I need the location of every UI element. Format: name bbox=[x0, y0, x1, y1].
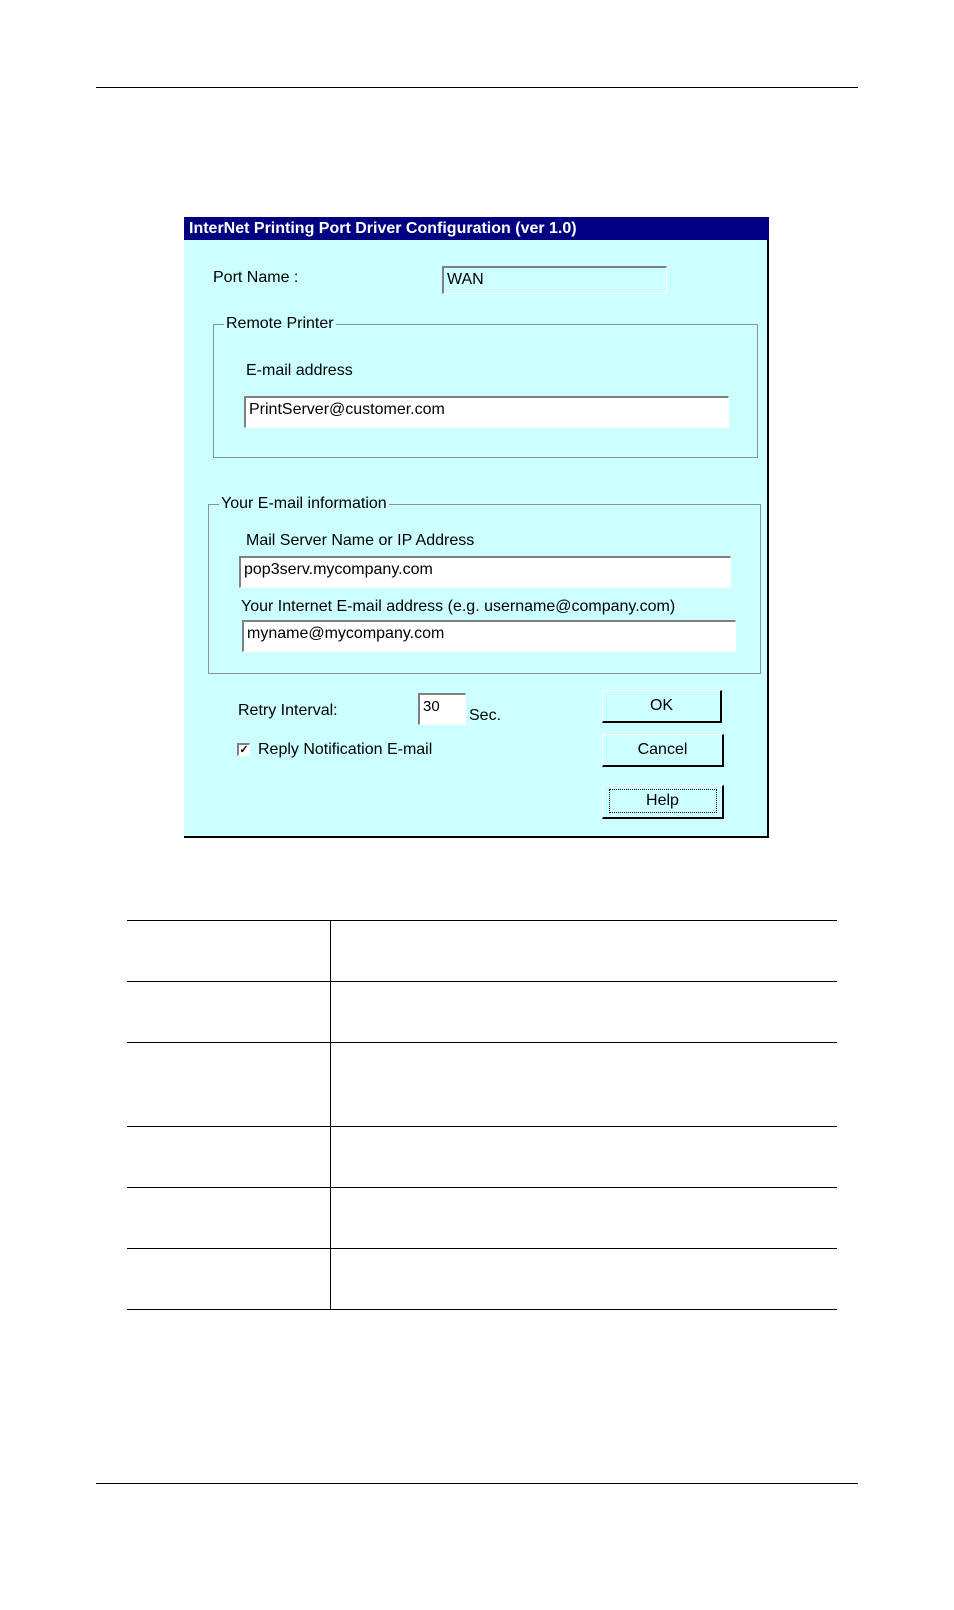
your-email-input[interactable]: myname@mycompany.com bbox=[242, 620, 736, 652]
table-cell bbox=[331, 921, 838, 982]
table-cell bbox=[331, 1043, 838, 1127]
table-row bbox=[127, 1127, 837, 1188]
dialog-title: InterNet Printing Port Driver Configuration (ver 1.0) bbox=[184, 217, 769, 240]
your-email-legend: Your E-mail information bbox=[221, 495, 387, 512]
port-config-dialog bbox=[184, 217, 769, 838]
table-row bbox=[127, 982, 837, 1043]
table-row bbox=[127, 1249, 837, 1310]
footer-rule bbox=[96, 1483, 858, 1484]
description-table bbox=[127, 920, 837, 1310]
retry-unit-label: Sec. bbox=[469, 707, 502, 724]
table-cell bbox=[331, 1249, 838, 1310]
mail-server-input[interactable]: pop3serv.mycompany.com bbox=[239, 556, 731, 588]
cancel-button[interactable]: Cancel bbox=[602, 734, 724, 767]
ok-button[interactable]: OK bbox=[602, 690, 722, 723]
mail-server-label: Mail Server Name or IP Address bbox=[246, 532, 475, 549]
check-mark-icon: ✓ bbox=[239, 744, 249, 756]
table-cell bbox=[127, 1188, 331, 1249]
table-cell bbox=[127, 982, 331, 1043]
your-email-group bbox=[208, 495, 761, 674]
table-cell bbox=[331, 982, 838, 1043]
table-row bbox=[127, 1043, 837, 1127]
table-cell bbox=[127, 1249, 331, 1310]
table-cell bbox=[331, 1188, 838, 1249]
table-row bbox=[127, 921, 837, 982]
reply-notification-checkbox[interactable] bbox=[237, 743, 250, 756]
remote-printer-legend: Remote Printer bbox=[226, 315, 334, 332]
remote-printer-group bbox=[213, 315, 758, 458]
reply-notification-label: Reply Notification E-mail bbox=[258, 741, 433, 758]
table-cell bbox=[127, 921, 331, 982]
your-email-label: Your Internet E-mail address (e.g. username@company.com) bbox=[241, 598, 676, 615]
port-name-label: Port Name : bbox=[213, 269, 299, 286]
retry-interval-input[interactable]: 30 bbox=[418, 693, 466, 725]
remote-email-input[interactable]: PrintServer@customer.com bbox=[244, 396, 729, 428]
table-cell bbox=[127, 1043, 331, 1127]
table-cell bbox=[331, 1127, 838, 1188]
remote-email-label: E-mail address bbox=[246, 362, 353, 379]
port-name-input[interactable]: WAN bbox=[442, 266, 667, 294]
retry-interval-label: Retry Interval: bbox=[238, 702, 338, 719]
header-rule bbox=[96, 87, 858, 88]
table-row bbox=[127, 1188, 837, 1249]
table-cell bbox=[127, 1127, 331, 1188]
help-button[interactable]: Help bbox=[602, 785, 724, 819]
